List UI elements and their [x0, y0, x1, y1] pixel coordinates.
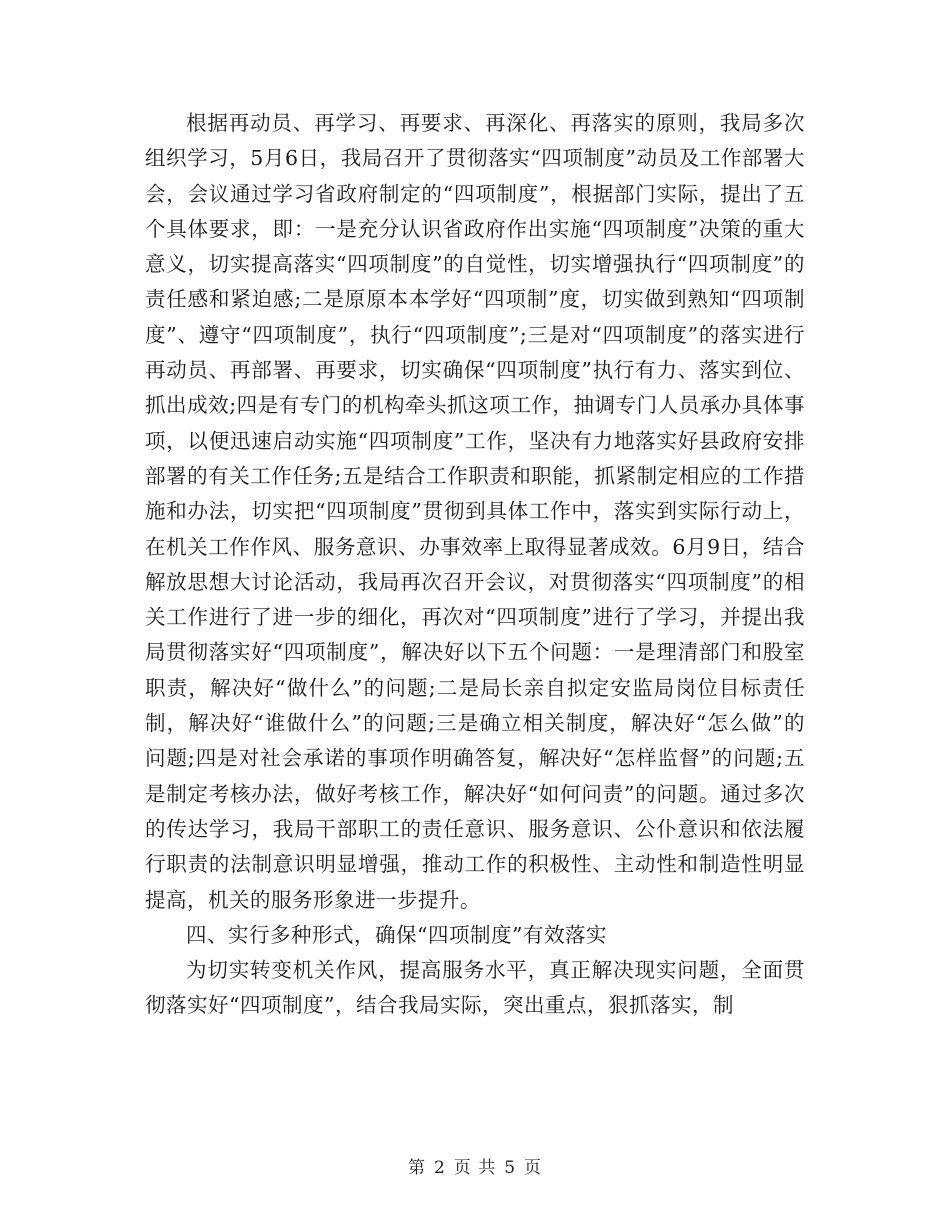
- paragraph-work-style: 为切实转变机关作风，提高服务水平，真正解决现实问题，全面贯彻落实好“四项制度”，结合我局实际，突出重点，狠抓落实，制: [145, 958, 805, 1018]
- document-body: [145, 106, 805, 1024]
- footer-middle: 页 共: [453, 1158, 497, 1178]
- section-heading-four: 四、实行多种形式，确保“四项制度”有效落实: [186, 922, 607, 947]
- footer-total-pages: 5: [504, 1158, 517, 1178]
- paragraph-implementation-meetings: 根据再动员、再学习、再要求、再深化、再落实的原则，我局多次组织学习，5月6日，我局召开了贯彻落实“四项制度”动员及工作部署大会，会议通过学习省政府制定的“四项制度”，根据部门实际，提出了五个具体要求，即：一是充分认识省政府作出实施“四项制度”决策的重大意义，切实提高落实“四项制度”的自觉性，切实增强执行“四项制度”的责任感和紧迫感;二是原原本本学好“四项制”度，切实做到熟知“四项制度”、遵守“四项制度”，执行“四项制度”;三是对“四项制度”的落实进行再动员、再部署、再要求，切实确保“四项制度”执行有力、落实到位、抓出成效;四是有专门的机构牵头抓这项工作，抽调专门人员承办具体事项，以便迅速启动实施“四项制度”工作，坚决有力地落实好县政府安排部署的有关工作任务;五是结合工作职责和职能，抓紧制定相应的工作措施和办法，切实把“四项制度”贯彻到具体工作中，落实到实际行动上，在机关工作作风、服务意识、办事效率上取得显著成效。6月9日，结合解放思想大讨论活动，我局再次召开会议，对贯彻落实“四项制度”的相关工作进行了进一步的细化，再次对“四项制度”进行了学习，并提出我局贯彻落实好“四项制度”，解决好以下五个问题：一是理清部门和股室职责，解决好“做什么”的问题;二是局长亲自拟定安监局岗位目标责任制，解决好“谁做什么”的问题;三是确立相关制度，解决好“怎么做”的问题;四是对社会承诺的事项作明确答复，解决好“怎样监督”的问题;五是制定考核办法，做好考核工作，解决好“如何问责”的问题。通过多次的传达学习，我局干部职工的责任意识、服务意识、公仆意识和依法履行职责的法制意识明显增强，推动工作的积极性、主动性和制造性明显提高，机关的服务形象进一步提升。: [145, 111, 805, 912]
- footer-suffix: 页: [524, 1158, 543, 1178]
- page-footer: [0, 1153, 950, 1178]
- footer-current-page: 2: [433, 1158, 446, 1178]
- footer-prefix: 第: [407, 1158, 426, 1178]
